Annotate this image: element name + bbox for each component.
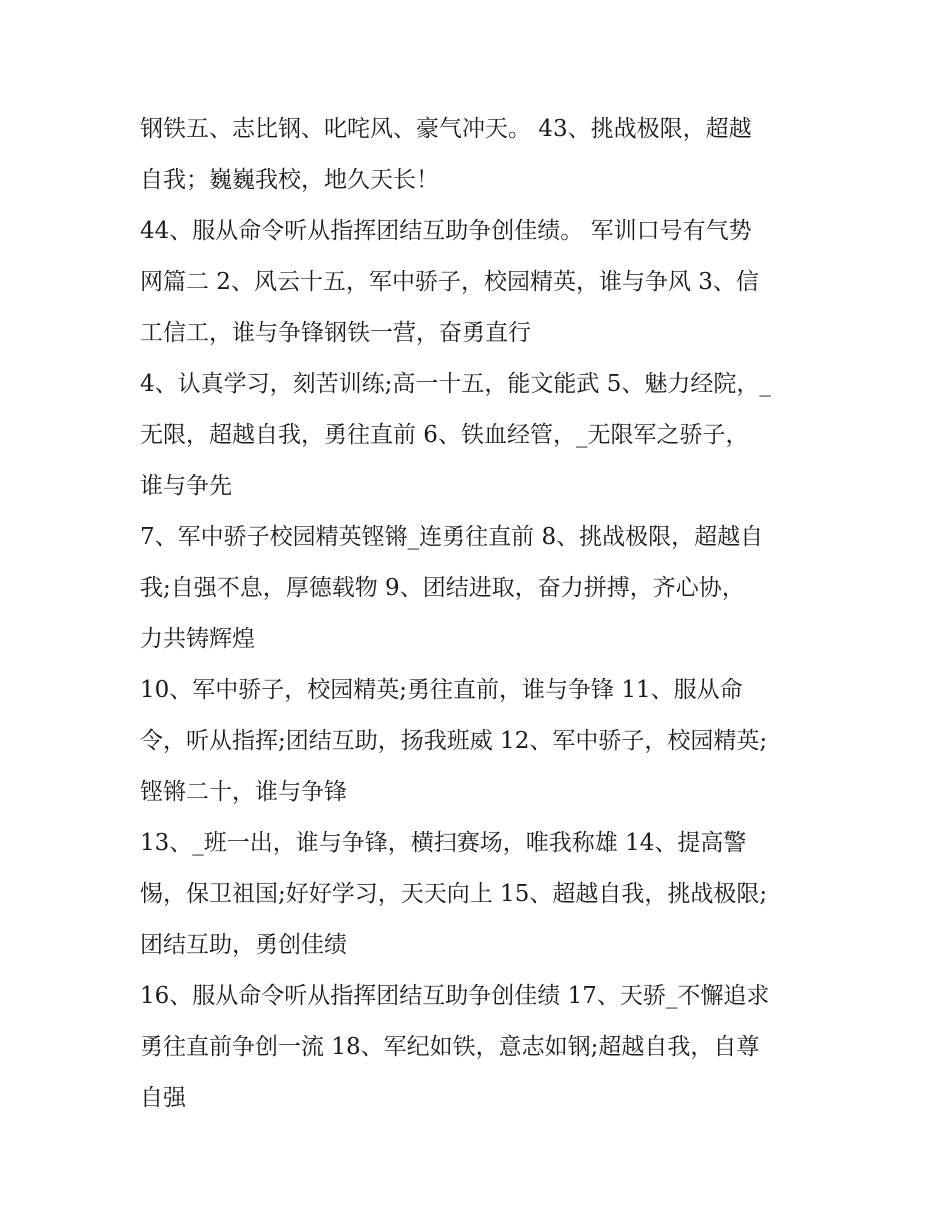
text-line: 铿锵二十，谁与争锋 — [140, 779, 347, 805]
text-line: 16、服从命令听从指挥团结互助争创佳绩 17、天骄_不懈追求 — [140, 983, 770, 1009]
document-body — [140, 104, 840, 1124]
text-line: 4、认真学习，刻苦训练;高一十五，能文能武 5、魅力经院，_ — [140, 371, 771, 397]
text-line: 钢铁五、志比钢、叱咤风、豪气冲天。 43、挑战极限，超越 — [140, 116, 752, 142]
text-line: 工信工，谁与争锋钢铁一营，奋勇直行 — [140, 320, 531, 346]
text-line: 自我；巍巍我校，地久天长！ — [140, 167, 439, 193]
text-line: 谁与争先 — [140, 473, 232, 499]
text-line: 我;自强不息，厚德载物 9、团结进取，奋力拼搏，齐心协， — [140, 575, 745, 601]
text-line: 令，听从指挥;团结互助，扬我班威 12、军中骄子，校园精英; — [140, 728, 768, 754]
text-line: 勇往直前争创一流 18、军纪如铁，意志如钢;超越自我，自尊 — [140, 1034, 760, 1060]
text-line: 7、军中骄子校园精英铿锵_连勇往直前 8、挑战极限，超越自 — [140, 524, 764, 550]
text-line: 自强 — [140, 1085, 186, 1111]
text-line: 44、服从命令听从指挥团结互助争创佳绩。 军训口号有气势 — [140, 218, 752, 244]
text-line: 无限，超越自我，勇往直前 6、铁血经管，_无限军之骄子， — [140, 422, 749, 448]
text-line: 网篇二 2、风云十五，军中骄子，校园精英，谁与争风 3、信 — [140, 269, 759, 295]
text-line: 团结互助，勇创佳绩 — [140, 932, 347, 958]
text-line: 13、_班一出，谁与争锋，横扫赛场，唯我称雄 14、提高警 — [140, 830, 747, 856]
text-line: 10、军中骄子，校园精英;勇往直前，谁与争锋 11、服从命 — [140, 677, 743, 703]
text-line: 力共铸辉煌 — [140, 626, 255, 652]
text-line: 惕，保卫祖国;好好学习，天天向上 15、超越自我，挑战极限; — [140, 881, 768, 907]
